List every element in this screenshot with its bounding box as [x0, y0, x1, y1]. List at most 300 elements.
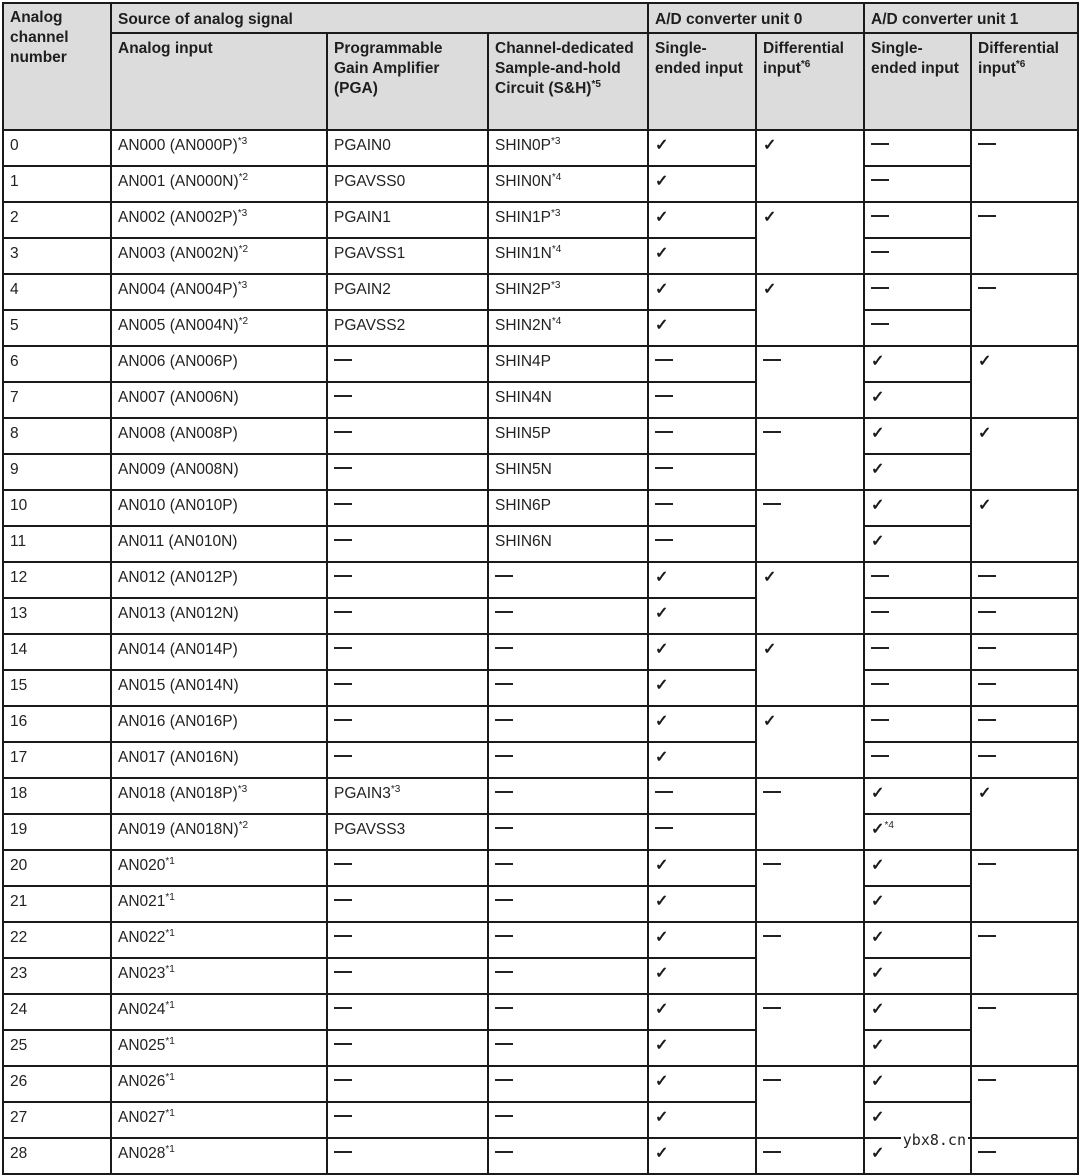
cell-channel — [3, 706, 111, 742]
cell-unit1-single — [864, 346, 971, 382]
cell-analog-input — [111, 310, 327, 346]
dash-icon — [334, 467, 352, 469]
cell-channel — [3, 742, 111, 778]
cell-analog-input — [111, 634, 327, 670]
dash-icon — [495, 863, 513, 865]
dash-icon — [978, 683, 996, 685]
table-row — [3, 706, 1078, 742]
cell-unit0-diff — [756, 202, 864, 274]
table-row — [3, 670, 1078, 706]
table-row — [3, 1066, 1078, 1102]
cell-pga — [327, 922, 488, 958]
cell-text: AN016 (AN016P) — [118, 713, 238, 730]
cell-unit1-single — [864, 634, 971, 670]
dash-icon — [978, 719, 996, 721]
channel-number: 7 — [10, 389, 19, 406]
dash-icon — [495, 1043, 513, 1045]
cell-sample-hold — [488, 778, 648, 814]
check-icon: ✓ — [871, 1145, 885, 1162]
analog-channel-table — [2, 2, 1079, 1175]
cell-unit1-single — [864, 598, 971, 634]
cell-sample-hold — [488, 238, 648, 274]
check-icon: ✓ — [871, 965, 885, 982]
cell-sample-hold — [488, 1102, 648, 1138]
dash-icon — [334, 1151, 352, 1153]
cell-unit0-diff — [756, 1138, 864, 1174]
channel-number: 22 — [10, 929, 28, 946]
table-row — [3, 850, 1078, 886]
channel-number: 18 — [10, 785, 28, 802]
cell-sample-hold — [488, 706, 648, 742]
cell-analog-input — [111, 454, 327, 490]
channel-number: 11 — [10, 533, 27, 550]
cell-unit0-single — [648, 1102, 756, 1138]
dash-icon — [495, 719, 513, 721]
dash-icon — [763, 935, 781, 937]
cell-unit1-diff — [971, 922, 1078, 994]
cell-unit1-diff — [971, 994, 1078, 1066]
cell-unit1-single — [864, 994, 971, 1030]
cell-unit0-diff — [756, 562, 864, 634]
dash-icon — [495, 935, 513, 937]
table-row — [3, 274, 1078, 310]
cell-unit1-diff — [971, 670, 1078, 706]
cell-channel — [3, 598, 111, 634]
footnote-ref: *3 — [551, 135, 561, 147]
cell-unit0-diff — [756, 706, 864, 778]
check-icon: ✓ — [655, 245, 669, 262]
dash-icon — [763, 863, 781, 865]
footnote-ref: *3 — [390, 783, 401, 795]
table-row — [3, 166, 1078, 202]
cell-text: AN004 (AN004P) — [118, 281, 238, 298]
cell-text: AN014 (AN014P) — [118, 641, 238, 658]
dash-icon — [334, 431, 352, 433]
cell-analog-input — [111, 382, 327, 418]
cell-unit0-single — [648, 886, 756, 922]
dash-icon — [334, 359, 352, 361]
footnote-ref: *1 — [165, 855, 175, 867]
dash-icon — [978, 1007, 996, 1009]
dash-icon — [495, 575, 513, 577]
dash-icon — [495, 755, 513, 757]
cell-unit0-single — [648, 994, 756, 1030]
check-icon: ✓ — [763, 209, 777, 226]
footnote-ref: *6 — [1015, 58, 1026, 70]
cell-unit0-single — [648, 166, 756, 202]
dash-icon — [334, 1115, 352, 1117]
cell-unit1-single — [864, 310, 971, 346]
cell-sample-hold — [488, 598, 648, 634]
cell-sample-hold — [488, 1138, 648, 1174]
cell-channel — [3, 1138, 111, 1174]
cell-pga — [327, 274, 488, 310]
check-icon: ✓ — [763, 137, 777, 154]
dash-icon — [871, 719, 889, 721]
check-icon: ✓ — [871, 389, 885, 406]
check-icon: ✓ — [655, 1109, 669, 1126]
dash-icon — [495, 683, 513, 685]
dash-icon — [495, 1151, 513, 1153]
check-icon: ✓ — [763, 713, 777, 730]
dash-icon — [871, 683, 889, 685]
cell-text: SHIN6N — [495, 533, 552, 550]
dash-icon — [334, 755, 352, 757]
header-source-group: Source of analog signal — [111, 3, 648, 33]
footnote-ref: *1 — [165, 1107, 175, 1119]
cell-text: AN009 (AN008N) — [118, 461, 239, 478]
channel-number: 6 — [10, 353, 19, 370]
table-row — [3, 598, 1078, 634]
cell-text: SHIN5N — [495, 461, 552, 478]
cell-unit1-single — [864, 814, 971, 850]
cell-text: AN021 — [118, 893, 166, 910]
cell-unit0-single — [648, 706, 756, 742]
cell-text: AN015 (AN014N) — [118, 677, 239, 694]
cell-unit0-diff — [756, 418, 864, 490]
cell-pga — [327, 418, 488, 454]
cell-analog-input — [111, 1030, 327, 1066]
cell-pga — [327, 562, 488, 598]
cell-unit0-single — [648, 634, 756, 670]
cell-pga — [327, 382, 488, 418]
table-row — [3, 814, 1078, 850]
cell-unit1-diff — [971, 130, 1078, 202]
header-row-group — [3, 3, 1078, 33]
cell-analog-input — [111, 886, 327, 922]
cell-pga — [327, 238, 488, 274]
cell-text: PGAIN2 — [334, 281, 391, 298]
check-icon: ✓ — [871, 1073, 885, 1090]
cell-text: SHIN6P — [495, 497, 551, 514]
cell-analog-input — [111, 742, 327, 778]
cell-pga — [327, 454, 488, 490]
cell-analog-input — [111, 598, 327, 634]
table-row — [3, 238, 1078, 274]
footnote-ref: *3 — [551, 207, 561, 219]
cell-channel — [3, 382, 111, 418]
cell-channel — [3, 778, 111, 814]
watermark: ybx8.cn — [902, 1131, 966, 1149]
cell-text: AN027 — [118, 1109, 166, 1126]
cell-unit0-diff — [756, 130, 864, 202]
check-icon: ✓ — [871, 461, 885, 478]
cell-analog-input — [111, 778, 327, 814]
cell-channel — [3, 238, 111, 274]
dash-icon — [495, 827, 513, 829]
cell-unit0-diff — [756, 994, 864, 1066]
cell-unit0-single — [648, 670, 756, 706]
check-icon: ✓ — [655, 713, 669, 730]
cell-text: AN011 (AN010N) — [118, 533, 238, 550]
cell-unit1-single — [864, 778, 971, 814]
cell-text: SHIN1P — [495, 209, 551, 226]
footnote-ref: *2 — [238, 171, 249, 183]
cell-channel — [3, 562, 111, 598]
dash-icon — [978, 287, 996, 289]
channel-number: 1 — [10, 173, 19, 190]
header-analog-input: Analog input — [111, 33, 327, 130]
cell-unit1-single — [864, 742, 971, 778]
check-icon: ✓ — [655, 677, 669, 694]
cell-channel — [3, 274, 111, 310]
cell-sample-hold — [488, 634, 648, 670]
footnote-ref: *4 — [551, 243, 562, 255]
table-row — [3, 778, 1078, 814]
dash-icon — [334, 971, 352, 973]
table-row — [3, 634, 1078, 670]
dash-icon — [763, 791, 781, 793]
cell-pga — [327, 850, 488, 886]
check-icon: ✓ — [871, 425, 885, 442]
cell-analog-input — [111, 274, 327, 310]
header-sample-hold-label: Channel-dedicated Sample-and-hold Circuit (S&H) — [495, 40, 634, 97]
cell-text: AN024 — [118, 1001, 166, 1018]
dash-icon — [334, 683, 352, 685]
dash-icon — [871, 287, 889, 289]
dash-icon — [655, 431, 673, 433]
cell-unit0-diff — [756, 274, 864, 346]
cell-text: AN006 (AN006P) — [118, 353, 238, 370]
check-icon: ✓ — [655, 1001, 669, 1018]
cell-analog-input — [111, 958, 327, 994]
dash-icon — [334, 1079, 352, 1081]
cell-channel — [3, 310, 111, 346]
dash-icon — [871, 215, 889, 217]
cell-pga — [327, 670, 488, 706]
dash-icon — [978, 143, 996, 145]
cell-pga — [327, 886, 488, 922]
footnote-ref: *1 — [165, 927, 175, 939]
dash-icon — [495, 899, 513, 901]
cell-unit1-diff — [971, 778, 1078, 850]
cell-unit0-diff — [756, 490, 864, 562]
check-icon: ✓ — [655, 137, 669, 154]
cell-sample-hold — [488, 958, 648, 994]
channel-number: 24 — [10, 1001, 28, 1018]
cell-analog-input — [111, 670, 327, 706]
cell-unit0-single — [648, 418, 756, 454]
dash-icon — [763, 1007, 781, 1009]
cell-pga — [327, 526, 488, 562]
cell-analog-input — [111, 1138, 327, 1174]
footnote-ref: *4 — [884, 819, 894, 831]
cell-unit1-diff — [971, 562, 1078, 598]
cell-sample-hold — [488, 166, 648, 202]
footnote-ref: *1 — [165, 999, 175, 1011]
cell-sample-hold — [488, 454, 648, 490]
dash-icon — [978, 1079, 996, 1081]
channel-number: 4 — [10, 281, 19, 298]
cell-text: AN013 (AN012N) — [118, 605, 239, 622]
channel-number: 26 — [10, 1073, 28, 1090]
cell-unit1-single — [864, 958, 971, 994]
cell-unit0-single — [648, 130, 756, 166]
cell-text: SHIN0P — [495, 137, 551, 154]
cell-text: AN007 (AN006N) — [118, 389, 239, 406]
dash-icon — [871, 647, 889, 649]
check-icon: ✓ — [871, 1001, 885, 1018]
cell-unit0-single — [648, 382, 756, 418]
dash-icon — [871, 179, 889, 181]
cell-analog-input — [111, 1066, 327, 1102]
cell-unit1-diff — [971, 634, 1078, 670]
cell-sample-hold — [488, 886, 648, 922]
dash-icon — [763, 359, 781, 361]
cell-analog-input — [111, 814, 327, 850]
cell-unit1-single — [864, 670, 971, 706]
dash-icon — [763, 503, 781, 505]
channel-number: 27 — [10, 1109, 28, 1126]
channel-number: 2 — [10, 209, 19, 226]
cell-text: PGAIN1 — [334, 209, 391, 226]
footnote-ref: *2 — [238, 243, 249, 255]
cell-text: AN020 — [118, 857, 166, 874]
cell-unit1-single — [864, 490, 971, 526]
footnote-ref: *3 — [551, 279, 561, 291]
cell-text: AN022 — [118, 929, 166, 946]
cell-unit1-single — [864, 238, 971, 274]
cell-text: SHIN2P — [495, 281, 551, 298]
cell-unit0-diff — [756, 1066, 864, 1138]
dash-icon — [334, 647, 352, 649]
channel-number: 17 — [10, 749, 28, 766]
channel-number: 9 — [10, 461, 19, 478]
check-icon: ✓ — [655, 1037, 669, 1054]
cell-text: SHIN5P — [495, 425, 551, 442]
cell-unit1-single — [864, 562, 971, 598]
cell-sample-hold — [488, 1066, 648, 1102]
dash-icon — [655, 395, 673, 397]
footnote-ref: *1 — [165, 1071, 175, 1083]
cell-unit1-diff — [971, 346, 1078, 418]
cell-unit1-single — [864, 454, 971, 490]
cell-unit0-diff — [756, 778, 864, 850]
channel-number: 23 — [10, 965, 28, 982]
cell-analog-input — [111, 346, 327, 382]
cell-channel — [3, 346, 111, 382]
cell-channel — [3, 130, 111, 166]
header-unit0-diff-label: Differential input — [763, 40, 844, 77]
dash-icon — [334, 863, 352, 865]
cell-unit0-diff — [756, 922, 864, 994]
cell-text: AN002 (AN002P) — [118, 209, 238, 226]
channel-number: 5 — [10, 317, 19, 334]
cell-unit1-diff — [971, 1138, 1078, 1174]
cell-channel — [3, 202, 111, 238]
cell-unit0-diff — [756, 346, 864, 418]
footnote-ref: *1 — [165, 1143, 175, 1155]
check-icon: ✓ — [763, 641, 777, 658]
cell-channel — [3, 814, 111, 850]
cell-unit0-diff — [756, 634, 864, 706]
cell-unit0-single — [648, 742, 756, 778]
cell-text: PGAVSS2 — [334, 317, 406, 334]
check-icon: ✓ — [871, 1037, 885, 1054]
channel-number: 21 — [10, 893, 28, 910]
check-icon: ✓ — [655, 1145, 669, 1162]
footnote-ref: *1 — [165, 891, 175, 903]
header-sample-hold — [488, 33, 648, 130]
cell-text: SHIN4N — [495, 389, 552, 406]
check-icon: ✓ — [978, 425, 992, 442]
dash-icon — [495, 647, 513, 649]
dash-icon — [871, 323, 889, 325]
dash-icon — [334, 935, 352, 937]
cell-unit1-single — [864, 130, 971, 166]
header-unit1-diff — [971, 33, 1078, 130]
dash-icon — [763, 431, 781, 433]
cell-pga — [327, 346, 488, 382]
footnote-ref: *5 — [591, 78, 601, 90]
cell-analog-input — [111, 238, 327, 274]
cell-pga — [327, 166, 488, 202]
cell-pga — [327, 1066, 488, 1102]
cell-unit0-diff — [756, 850, 864, 922]
table-row — [3, 346, 1078, 382]
cell-unit0-single — [648, 310, 756, 346]
dash-icon — [978, 863, 996, 865]
cell-unit1-single — [864, 706, 971, 742]
cell-sample-hold — [488, 850, 648, 886]
check-icon: ✓ — [871, 929, 885, 946]
check-icon: ✓ — [655, 173, 669, 190]
check-icon: ✓ — [655, 641, 669, 658]
table-row — [3, 454, 1078, 490]
cell-text: AN023 — [118, 965, 166, 982]
cell-sample-hold — [488, 922, 648, 958]
check-icon: ✓ — [655, 281, 669, 298]
cell-unit0-single — [648, 238, 756, 274]
dash-icon — [655, 467, 673, 469]
dash-icon — [334, 395, 352, 397]
table-row — [3, 382, 1078, 418]
check-icon: ✓ — [655, 605, 669, 622]
footnote-ref: *4 — [551, 171, 562, 183]
channel-number: 10 — [10, 497, 28, 514]
dash-icon — [978, 1151, 996, 1153]
check-icon: ✓ — [655, 929, 669, 946]
cell-channel — [3, 454, 111, 490]
cell-text: SHIN2N — [495, 317, 552, 334]
dash-icon — [871, 611, 889, 613]
cell-pga — [327, 994, 488, 1030]
cell-channel — [3, 850, 111, 886]
cell-text: AN008 (AN008P) — [118, 425, 238, 442]
cell-sample-hold — [488, 274, 648, 310]
cell-unit1-diff — [971, 274, 1078, 346]
cell-unit0-single — [648, 922, 756, 958]
cell-analog-input — [111, 202, 327, 238]
table-body — [3, 130, 1078, 1174]
cell-channel — [3, 490, 111, 526]
dash-icon — [334, 1007, 352, 1009]
dash-icon — [978, 755, 996, 757]
cell-pga — [327, 814, 488, 850]
cell-text: AN018 (AN018P) — [118, 785, 238, 802]
cell-unit0-single — [648, 562, 756, 598]
cell-text: PGAIN3 — [334, 785, 391, 802]
table-row — [3, 1030, 1078, 1066]
cell-unit1-diff — [971, 202, 1078, 274]
footnote-ref: *6 — [800, 58, 811, 70]
cell-text: AN005 (AN004N) — [118, 317, 239, 334]
cell-analog-input — [111, 994, 327, 1030]
cell-analog-input — [111, 526, 327, 562]
dash-icon — [978, 611, 996, 613]
cell-unit0-single — [648, 958, 756, 994]
cell-channel — [3, 634, 111, 670]
